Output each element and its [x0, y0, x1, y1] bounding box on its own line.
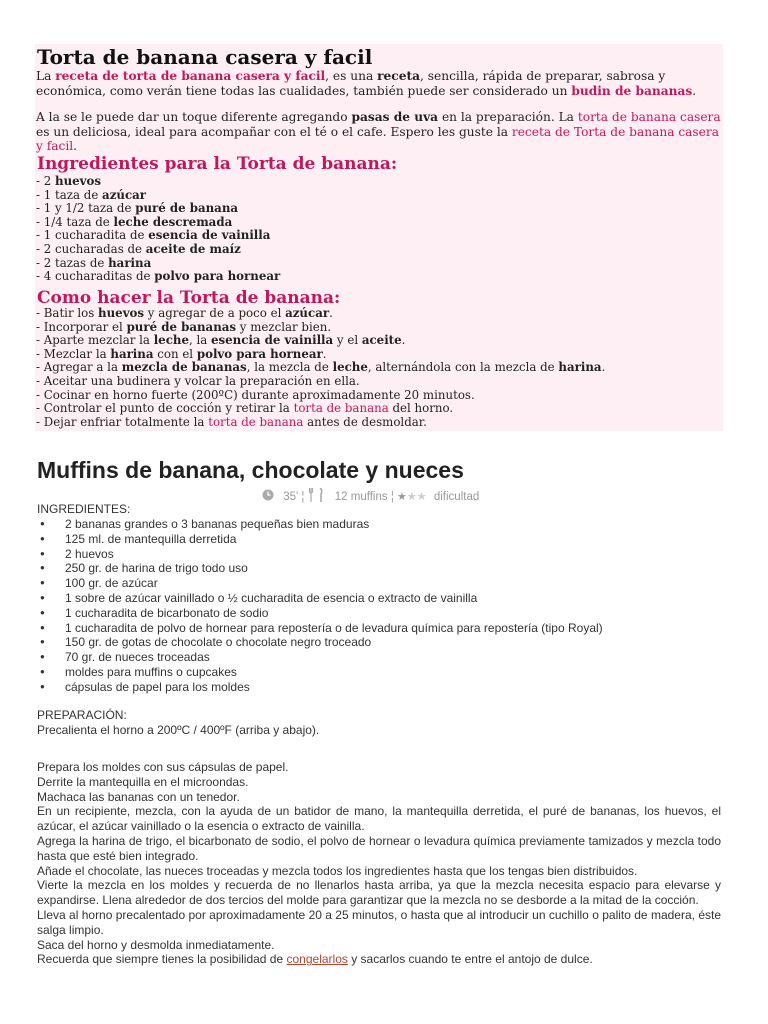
- list-item: ● 70 gr. de nueces troceadas: [40, 650, 603, 665]
- list-item: - Cocinar en horno fuerte (200ºC) durante aproximadamente 20 minutos.: [36, 387, 475, 402]
- recipe1-intro: La receta de torta de banana casera y facil, es una receta, sencilla, rápida de preparar, sabrosa y económica, como verán tiene todas las cualidades, también puede ser considerado un budin de bananas.: [36, 69, 697, 98]
- list-item: ● 2 huevos: [40, 547, 603, 562]
- prep-label: PREPARACIÓN:: [37, 708, 127, 722]
- step-text: Saca del horno y desmolda inmediatamente.: [37, 937, 275, 952]
- star-icon: ★: [406, 491, 417, 504]
- list-item: ● 1 cucharadita de polvo de hornear para repostería o de levadura química para repostería (tipo Royal): [40, 621, 603, 636]
- time-text: 35' ¦: [283, 491, 305, 504]
- list-item: - Aceitar una budinera y volcar la preparación en ella.: [36, 373, 360, 388]
- list-item: ● 125 ml. de mantequilla derretida: [40, 532, 603, 547]
- list-item: - Controlar el punto de cocción y retirar la torta de banana del horno.: [36, 401, 454, 416]
- list-item: ● 2 bananas grandes o 3 bananas pequeñas bien maduras: [40, 517, 603, 532]
- difficulty-stars: [397, 491, 427, 503]
- torta-link[interactable]: torta de banana casera: [577, 110, 721, 124]
- step-text: En un recipiente, mezcla, con la ayuda de un batidor de mano, la mantequilla derretida, el puré de bananas, los huevos, el azúcar, el azúcar vainillado o la esencia o extracto de vainilla.: [37, 804, 721, 834]
- step-text: Agrega la harina de trigo, el bicarbonato de sodio, el polvo de hornear o levadura química previamente tamizados y mezcla todo hasta que esté bien integrado.: [37, 833, 721, 863]
- list-item: - Incorporar el puré de bananas y mezclar bien.: [36, 319, 332, 334]
- recipe1-title: Torta de banana casera y facil: [37, 45, 373, 69]
- list-item: - 1/4 taza de leche descremada: [36, 214, 233, 229]
- ingredients-label: INGREDIENTES:: [37, 502, 131, 516]
- list-item: - Agregar a la mezcla de bananas, la mezcla de leche, alternándola con la mezcla de harina.: [36, 360, 606, 375]
- list-item: - 2 cucharadas de aceite de maíz: [36, 241, 241, 256]
- prep-intro: Precalienta el horno a 200ºC / 400ºF (arriba y abajo).: [37, 723, 320, 737]
- clock-icon: [262, 489, 274, 505]
- recipe2-steps: [37, 760, 721, 967]
- list-item: - 1 cucharadita de esencia de vainilla: [36, 228, 271, 243]
- method-heading: Como hacer la Torta de banana:: [37, 288, 341, 308]
- list-item: - 1 y 1/2 taza de puré de banana: [36, 201, 239, 216]
- list-item: - Batir los huevos y agregar de a poco el azúcar.: [36, 306, 333, 320]
- recipe1-ingredients-list: [36, 175, 280, 284]
- list-item: - 4 cucharaditas de polvo para hornear: [36, 269, 281, 284]
- list-item: - 2 huevos: [36, 174, 102, 188]
- ingredients-heading: Ingredientes para la Torta de banana:: [37, 154, 398, 174]
- list-item: - Dejar enfriar totalmente la torta de banana antes de desmoldar.: [36, 414, 427, 429]
- list-item: ● 100 gr. de azúcar: [40, 576, 603, 591]
- yield-text: 12 muffins ¦: [334, 491, 394, 504]
- list-item: ● 150 gr. de gotas de chocolate o chocolate negro troceado: [40, 635, 603, 650]
- step-text: Recuerda que siempre tienes la posibilidad de congelarlos y sacarlos cuando te entre el antojo de dulce.: [37, 952, 593, 967]
- step-text: Machaca las bananas con un tenedor.: [37, 789, 240, 804]
- torta-link[interactable]: torta de banana: [293, 401, 389, 416]
- recipe2-ingredients-list: [40, 517, 603, 695]
- congelarlos-link[interactable]: congelarlos: [286, 952, 348, 967]
- list-item: ● cápsulas de papel para los moldes: [40, 680, 603, 695]
- recipe2-meta: [262, 488, 479, 506]
- list-item: - Aparte mezclar la leche, la esencia de vainilla y el aceite.: [36, 333, 406, 348]
- budin-link[interactable]: budin de bananas: [571, 83, 693, 98]
- list-item: ● 1 sobre de azúcar vainillado o ½ cucharadita de esencia o extracto de vainilla: [40, 591, 603, 606]
- receta-link[interactable]: receta de Torta de banana casera y facil: [36, 124, 723, 153]
- recipe1-steps-list: [36, 307, 605, 429]
- list-item: - 2 tazas de harina: [36, 255, 152, 270]
- step-text: Derrite la mantequilla en el microondas.: [37, 774, 249, 789]
- list-item: - Mezclar la harina con el polvo para hornear.: [36, 346, 327, 361]
- step-text: Prepara los moldes con sus cápsulas de papel.: [37, 760, 289, 774]
- step-text: Añade el chocolate, las nueces troceadas y mezcla todos los ingredientes hasta que los tengas bien distribuidos.: [37, 863, 638, 878]
- cutlery-icon: [308, 488, 326, 506]
- difficulty-text: dificultad: [433, 491, 480, 504]
- step-text: Lleva al horno precalentado por aproximadamente 20 a 25 minutos, o hasta que al introducir un cuchillo o palito de madera, éste salga limpio.: [37, 907, 721, 937]
- step-text: Vierte la mezcla en los moldes y recuerda de no llenarlos hasta arriba, ya que la mezcla necesita espacio para elevarse y expandirse. Llena alrededor de dos tercios del molde para garantizar que la mezcla no se desborde a la mitad de la cocción.: [37, 878, 721, 908]
- list-item: ● 1 cucharadita de bicarbonato de sodio: [40, 606, 603, 621]
- star-icon: ★: [416, 491, 427, 504]
- star-icon: ★: [397, 491, 407, 504]
- recipe1-paragraph-2: A la se le puede dar un toque diferente agregando pasas de uva en la preparación. La torta de banana casera es un deliciosa, ideal para acompañar con el té o el cafe. Espero les guste la receta de Torta de banana casera y facil.: [36, 110, 725, 153]
- list-item: ● 250 gr. de harina de trigo todo uso: [40, 561, 603, 576]
- list-item: ● moldes para muffins o cupcakes: [40, 665, 603, 680]
- recipe2-title: Muffins de banana, chocolate y nueces: [37, 457, 464, 483]
- list-item: - 1 taza de azúcar: [36, 187, 147, 202]
- recipe-link[interactable]: receta de torta de banana casera y facil: [55, 69, 326, 83]
- torta-link[interactable]: torta de banana: [208, 414, 304, 429]
